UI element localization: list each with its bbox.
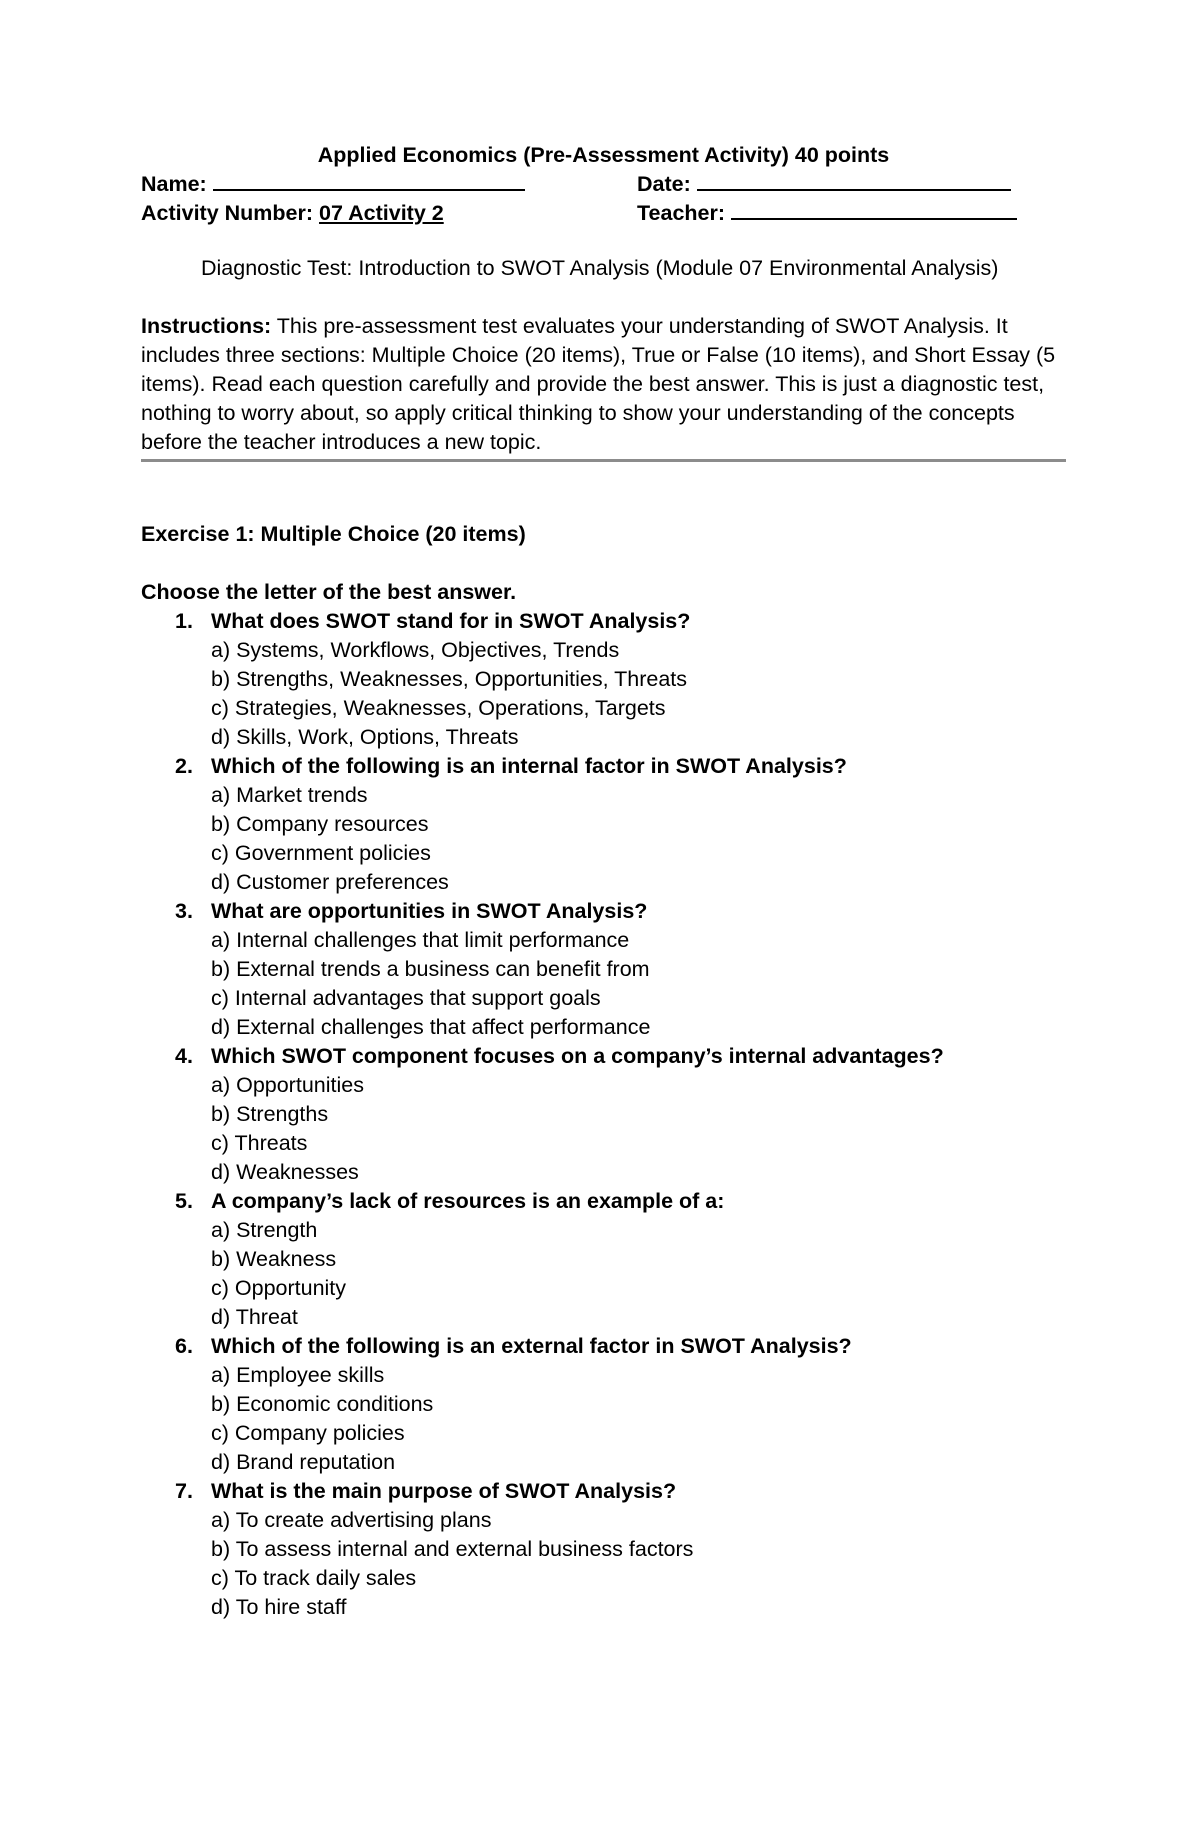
teacher-blank[interactable] bbox=[731, 200, 1017, 220]
answer-option: c) Internal advantages that support goals bbox=[211, 986, 601, 1010]
answer-option: a) Internal challenges that limit performance bbox=[211, 928, 630, 952]
name-label: Name: bbox=[141, 172, 207, 196]
question-number: 1. bbox=[175, 609, 193, 633]
header-row-2 bbox=[141, 199, 1066, 228]
document-page bbox=[141, 141, 1066, 1622]
answer-option: a) Employee skills bbox=[211, 1363, 385, 1387]
answer-option: b) Weakness bbox=[211, 1247, 337, 1271]
activity-number-label: Activity Number: bbox=[141, 201, 314, 225]
answer-option: a) Strength bbox=[211, 1218, 318, 1242]
answer-option: a) Market trends bbox=[211, 783, 368, 807]
instructions bbox=[141, 312, 1066, 457]
question-list bbox=[141, 607, 1066, 1622]
answer-option: a) Opportunities bbox=[211, 1073, 364, 1097]
header-row-1 bbox=[141, 170, 1066, 199]
answer-option: a) To create advertising plans bbox=[211, 1508, 492, 1532]
question-item bbox=[141, 1477, 1066, 1622]
answer-option: c) To track daily sales bbox=[211, 1566, 417, 1590]
question-number: 7. bbox=[175, 1479, 193, 1503]
question-text: Which SWOT component focuses on a company’s internal advantages? bbox=[211, 1044, 944, 1068]
question-number: 5. bbox=[175, 1189, 193, 1213]
answer-option: b) Strengths bbox=[211, 1102, 329, 1126]
question-number: 3. bbox=[175, 899, 193, 923]
activity-number-value: 07 Activity 2 bbox=[319, 201, 444, 225]
question-text: Which of the following is an external factor in SWOT Analysis? bbox=[211, 1334, 852, 1358]
answer-option: a) Systems, Workflows, Objectives, Trends bbox=[211, 638, 620, 662]
question-text: What are opportunities in SWOT Analysis? bbox=[211, 899, 648, 923]
exercise-title: Exercise 1: Multiple Choice (20 items) bbox=[141, 522, 526, 546]
answer-option: c) Opportunity bbox=[211, 1276, 347, 1300]
question-number: 4. bbox=[175, 1044, 193, 1068]
answer-option: c) Strategies, Weaknesses, Operations, Targets bbox=[211, 696, 666, 720]
question-number: 6. bbox=[175, 1334, 193, 1358]
answer-option: d) Threat bbox=[211, 1305, 298, 1329]
answer-option: d) Brand reputation bbox=[211, 1450, 396, 1474]
diagnostic-heading: Diagnostic Test: Introduction to SWOT Analysis (Module 07 Environmental Analysis) bbox=[201, 256, 999, 280]
answer-option: b) To assess internal and external business factors bbox=[211, 1537, 694, 1561]
answer-option: b) Strengths, Weaknesses, Opportunities, Threats bbox=[211, 667, 688, 691]
exercise-directions: Choose the letter of the best answer. bbox=[141, 580, 517, 604]
question-item bbox=[141, 1042, 1066, 1187]
instructions-text: This pre-assessment test evaluates your understanding of SWOT Analysis. It includes three sections: Multiple Choice (20 items), True or False (10 items), and Short Essay (5 items). Read each question carefully and provide the best answer. This is just a diagnostic test, nothing to worry about, so apply critical thinking to show your understanding of the concepts before the teacher introduces a new topic. bbox=[141, 314, 1056, 454]
question-item bbox=[141, 607, 1066, 752]
question-text: What does SWOT stand for in SWOT Analysis? bbox=[211, 609, 691, 633]
teacher-label: Teacher: bbox=[637, 201, 726, 225]
date-label: Date: bbox=[637, 172, 691, 196]
answer-option: d) External challenges that affect performance bbox=[211, 1015, 651, 1039]
answer-option: d) Weaknesses bbox=[211, 1160, 359, 1184]
name-blank[interactable] bbox=[213, 171, 525, 191]
answer-option: d) To hire staff bbox=[211, 1595, 347, 1619]
answer-option: b) External trends a business can benefit from bbox=[211, 957, 650, 981]
question-text: A company’s lack of resources is an example of a: bbox=[211, 1189, 725, 1213]
question-number: 2. bbox=[175, 754, 193, 778]
question-item bbox=[141, 897, 1066, 1042]
answer-option: d) Customer preferences bbox=[211, 870, 449, 894]
answer-option: c) Government policies bbox=[211, 841, 431, 865]
answer-option: c) Threats bbox=[211, 1131, 308, 1155]
section-divider bbox=[141, 459, 1066, 462]
document-title: Applied Economics (Pre-Assessment Activity) 40 points bbox=[317, 143, 890, 167]
question-item bbox=[141, 752, 1066, 897]
question-text: What is the main purpose of SWOT Analysis? bbox=[211, 1479, 677, 1503]
answer-option: d) Skills, Work, Options, Threats bbox=[211, 725, 519, 749]
answer-option: b) Economic conditions bbox=[211, 1392, 434, 1416]
instructions-label: Instructions: bbox=[141, 314, 272, 338]
answer-option: c) Company policies bbox=[211, 1421, 405, 1445]
question-text: Which of the following is an internal factor in SWOT Analysis? bbox=[211, 754, 847, 778]
answer-option: b) Company resources bbox=[211, 812, 429, 836]
question-item bbox=[141, 1332, 1066, 1477]
question-item bbox=[141, 1187, 1066, 1332]
date-blank[interactable] bbox=[697, 171, 1011, 191]
